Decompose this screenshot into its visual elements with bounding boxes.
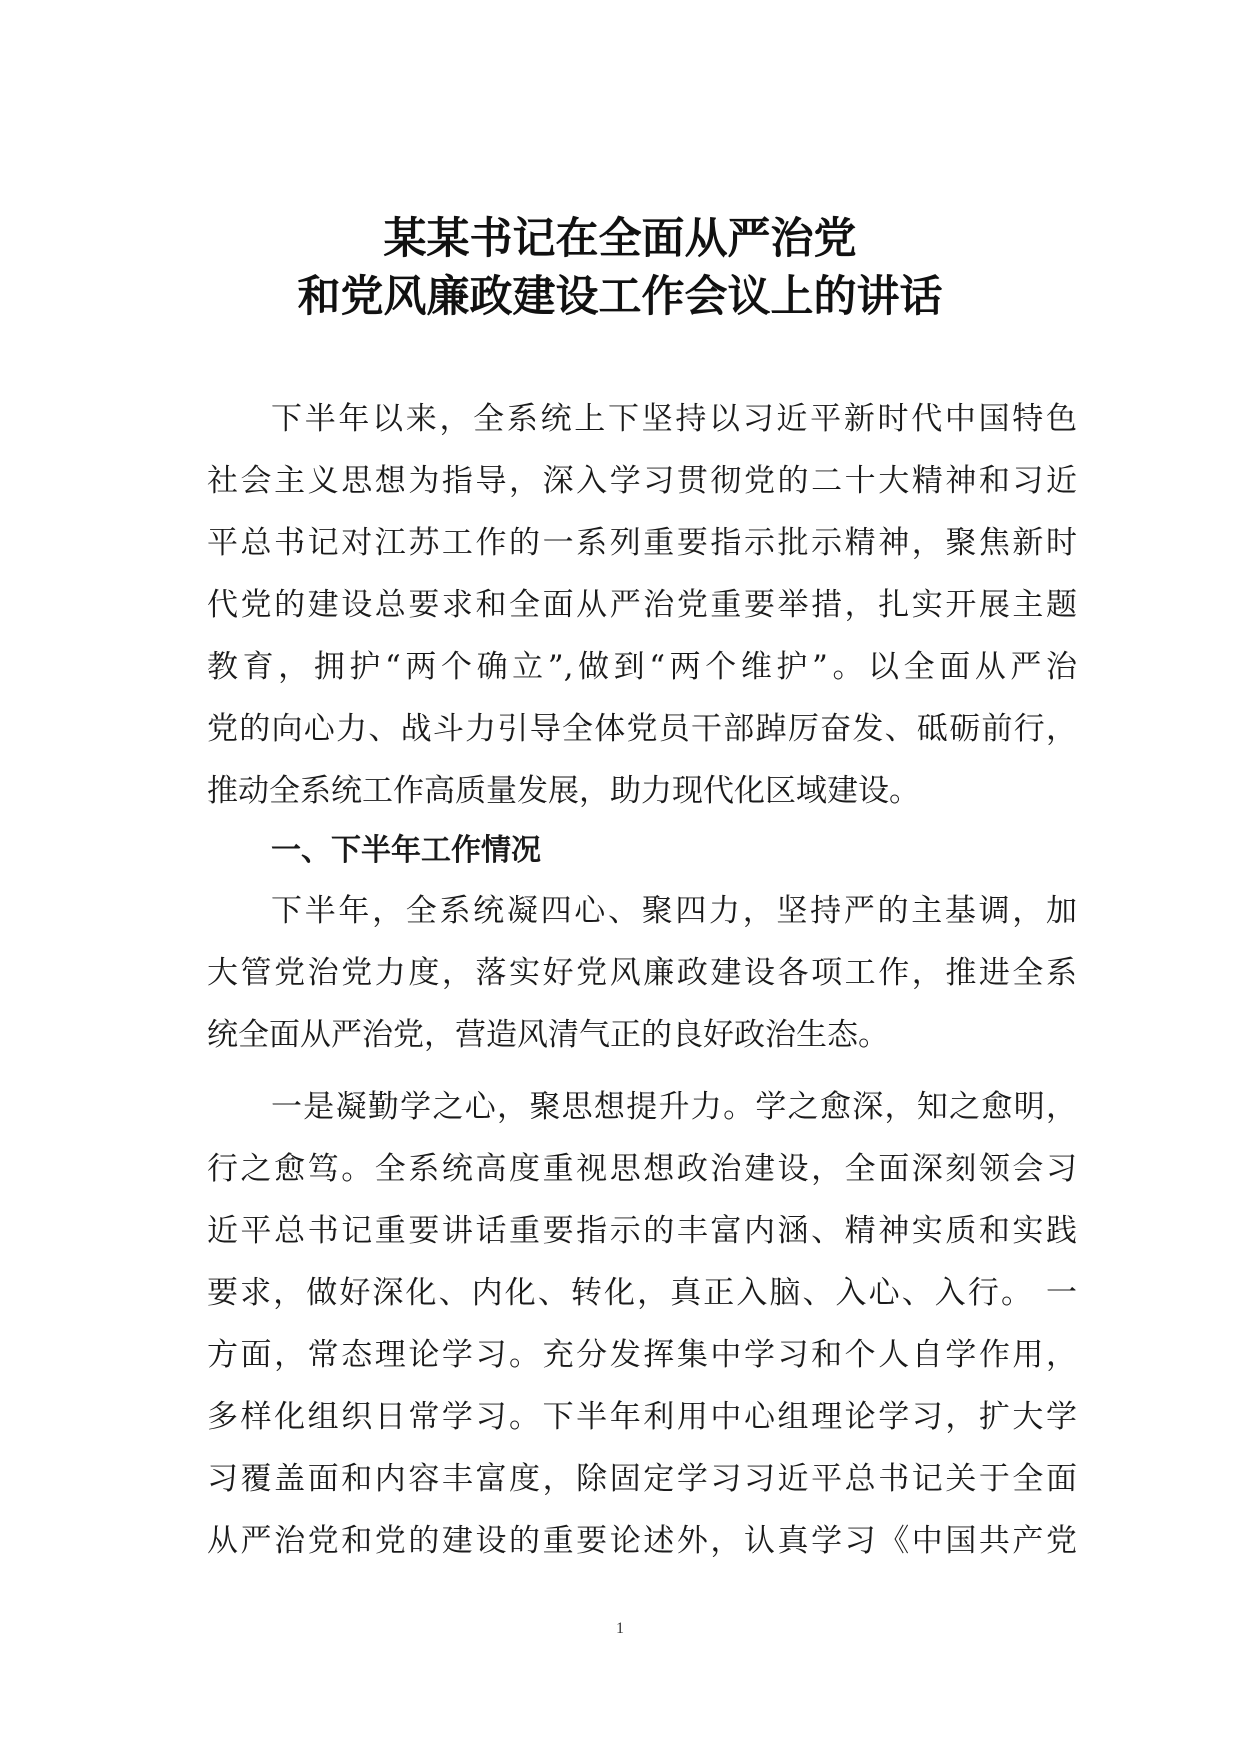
document-body [207, 388, 1077, 1572]
text-line: 一是凝勤学之心，聚思想提升力。学之愈深，知之愈明， [271, 1089, 1077, 1125]
text-line: 教育，拥护“两个确立”,做到“两个维护”。以全面从严治 [207, 649, 1077, 685]
paragraph-intro [207, 388, 1077, 822]
text-line: 代党的建设总要求和全面从严治党重要举措，扎实开展主题 [207, 587, 1077, 623]
text-line: 推动全系统工作高质量发展，助力现代化区域建设。 [207, 773, 920, 809]
text-line: 多样化组织日常学习。下半年利用中心组理论学习，扩大学 [207, 1399, 1077, 1435]
text-line: 社会主义思想为指导，深入学习贯彻党的二十大精神和习近 [207, 463, 1077, 499]
text-line: 平总书记对江苏工作的一系列重要指示批示精神，聚焦新时 [207, 525, 1077, 561]
text-line: 下半年以来，全系统上下坚持以习近平新时代中国特色 [271, 401, 1077, 437]
paragraph-study [207, 1076, 1077, 1572]
text-line: 党的向心力、战斗力引导全体党员干部踔厉奋发、砥砺前行， [207, 711, 1077, 747]
paragraph-gap [207, 1066, 1077, 1076]
text-line: 统全面从严治党，营造风清气正的良好政治生态。 [207, 1017, 889, 1053]
text-line: 下半年，全系统凝四心、聚四力，坚持严的主基调，加 [271, 893, 1077, 929]
paragraph-summary [207, 880, 1077, 1066]
text-line: 大管党治党力度，落实好党风廉政建设各项工作，推进全系 [207, 955, 1077, 991]
text-line: 要求，做好深化、内化、转化，真正入脑、入心、入行。 一 [207, 1275, 1077, 1311]
text-line: 行之愈笃。全系统高度重视思想政治建设，全面深刻领会习 [207, 1151, 1077, 1187]
document-title-line-2: 和党风廉政建设工作会议上的讲话 [297, 272, 943, 322]
text-line: 近平总书记重要讲话重要指示的丰富内涵、精神实质和实践 [207, 1213, 1077, 1249]
page-number: 1 [616, 1620, 624, 1637]
text-line: 习覆盖面和内容丰富度，除固定学习习近平总书记关于全面 [207, 1461, 1077, 1497]
text-line: 方面，常态理论学习。充分发挥集中学习和个人自学作用， [207, 1337, 1077, 1373]
section-heading: 一、下半年工作情况 [271, 833, 541, 868]
text-line: 从严治党和党的建设的重要论述外，认真学习《中国共产党 [207, 1523, 1077, 1559]
document-title-line-1: 某某书记在全面从严治党 [383, 214, 857, 264]
